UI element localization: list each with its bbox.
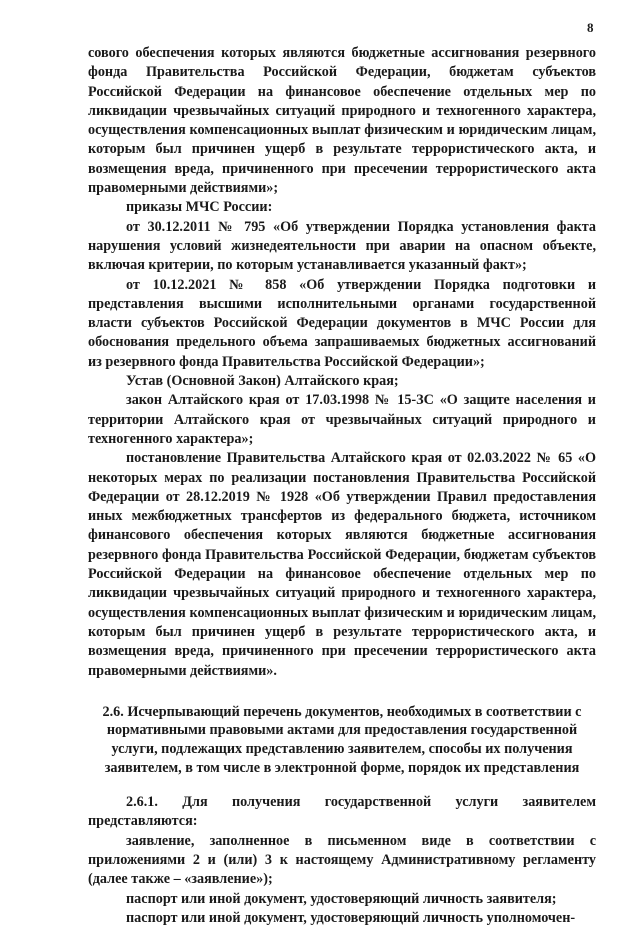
paragraph-resolution-65: постановление Правительства Алтайского края от 02.03.2022 № 65 «О некоторых мерах по реализации постановления Правительства Российской Федерации от 28.12.2019 № 1928 «Об утверждении Правил предоставления иных межбюджетных трансфертов из федерального бюджета, источником финансового обеспечения которых являются бюджетные ассигнования резервного фонда Правительства Российской Федерации, бюджетам субъектов Российской Федерации на финансовое обеспечение отдельных мер по ликвидации чрезвычайных ситуаций природного и техногенного характера, осуществления компенсационных выплат физическим и юридическим лицам, которым был причинен ущерб в результате террористического акта, и возмещения вреда, причиненного при пресечении террористического акта правомерными действиями». (88, 450, 596, 679)
paragraph-passport-representative: паспорт или иной документ, удостоверяющий личность уполномочен- (126, 909, 576, 926)
paragraph-2-6-1: 2.6.1. Для получения государственной услуги заявителем представляются: (88, 794, 596, 830)
paragraph-application: заявление, заполненное в письменном виде в соответствии с приложениями 2 и (или) 3 к настоящему Административному регламенту (далее также – «заявление»); (88, 832, 596, 888)
paragraph-order-858: от 10.12.2021 № 858 «Об утверждении Порядка подготовки и представления высшими исполнительными органами государственной власти субъектов Российской Федерации документов в МЧС России для обоснования предельного объема запрашиваемых бюджетных ассигнований из резервного фонда Правительства Российской Федерации»; (88, 276, 596, 370)
section-heading: 2.6. Исчерпывающий перечень документов, необходимых в соответствии с нормативными правовыми актами для предоставления государственной услуги, подлежащих представлению заявителем, способы их получения заявителем, в том числе в электронной форме, порядок их представления (102, 703, 582, 776)
paragraph-passport-applicant: паспорт или иной документ, удостоверяющий личность заявителя; (126, 890, 557, 907)
paragraph-order-795: от 30.12.2011 № 795 «Об утверждении Порядка установления факта нарушения условий жизнедеятельности при аварии на опасном объекте, включая критерии, по которым устанавливается указанный факт»; (88, 218, 596, 274)
paragraph-law-15zs: закон Алтайского края от 17.03.1998 № 15-ЗС «О защите населения и территории Алтайского края от чрезвычайных ситуаций природного и техногенного характера»; (88, 392, 596, 447)
paragraph-mchs-orders: приказы МЧС России: (126, 199, 273, 216)
document-body (88, 44, 596, 928)
paragraph-continuation: сового обеспечения которых являются бюджетные ассигнования резервного фонда Правительства Российской Федерации, бюджетам субъектов Российской Федерации на финансовое обеспечение отдельных мер по ликвидации чрезвычайных ситуаций природного и техногенного характера, осуществления компенсационных выплат физическим и юридическим лицам, которым был причинен ущерб в результате террористического акта, и возмещения вреда, причиненного при пресечении террористического акта правомерными действиями»; (88, 45, 596, 197)
page-number: 8 (587, 20, 594, 35)
paragraph-charter: Устав (Основной Закон) Алтайского края; (126, 373, 399, 390)
